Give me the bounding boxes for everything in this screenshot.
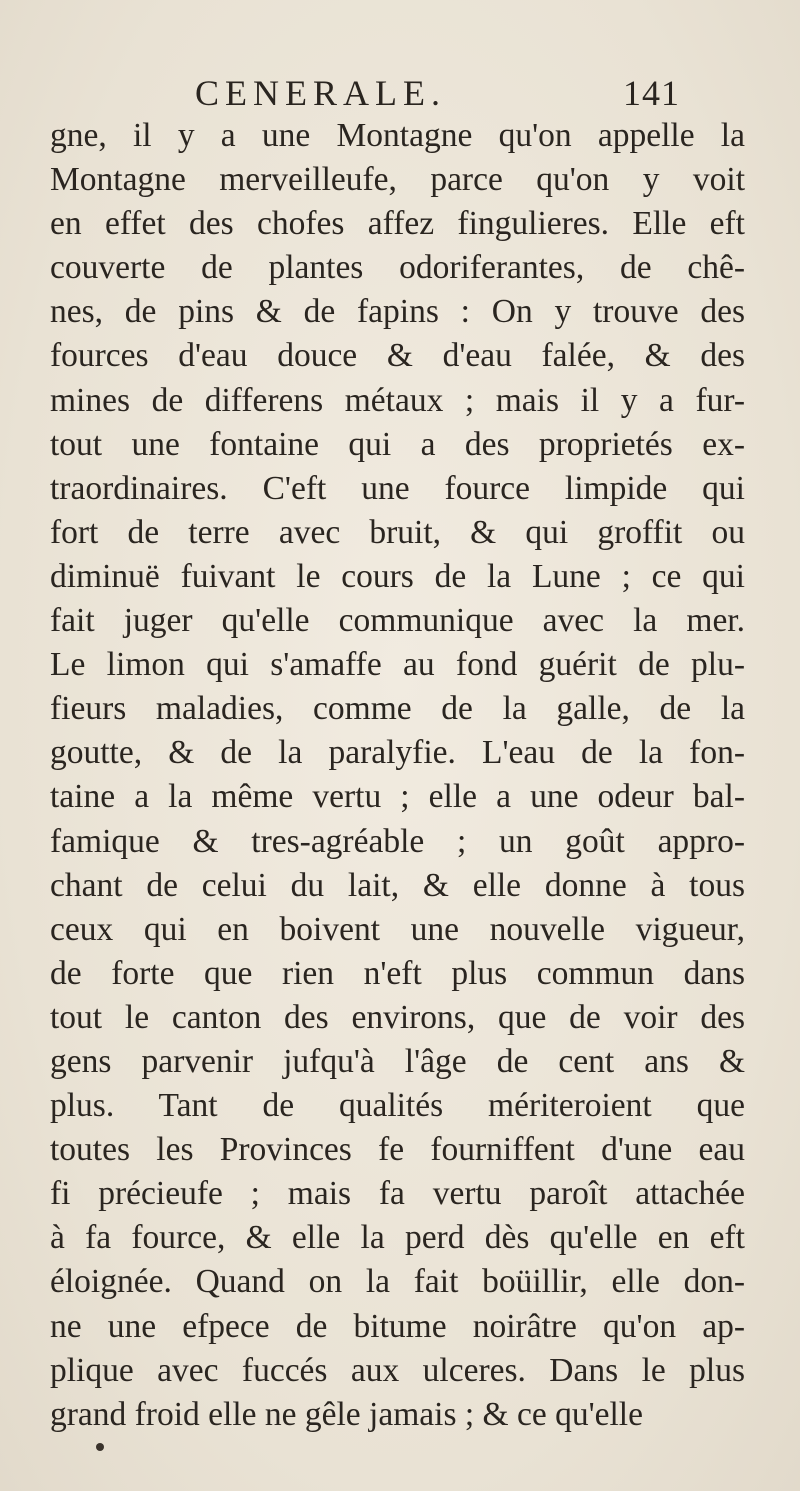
text-line: diminuë fuivant le cours de la Lune ; ce qui — [50, 557, 745, 595]
text-line: fait juger qu'elle communique avec la mer. — [50, 602, 745, 640]
text-line: Le limon qui s'amaffe au fond guérit de plu- — [50, 646, 745, 684]
text-line: tout une fontaine qui a des proprietés ex- — [50, 425, 745, 463]
text-line: traordinaires. C'eft une fource limpide qui — [50, 469, 745, 507]
text-line: plique avec fuccés aux ulceres. Dans le plus — [50, 1351, 745, 1389]
page-number: 141 — [623, 73, 680, 113]
text-line: en effet des chofes affez fingulieres. Elle eft — [50, 205, 745, 243]
text-line: grand froid elle ne gêle jamais ; & ce qu'elle — [50, 1395, 643, 1433]
text-line: de forte que rien n'eft plus commun dans — [50, 954, 745, 992]
body-text — [50, 114, 745, 1437]
text-line: couverte de plantes odoriferantes, de chê- — [50, 249, 745, 287]
text-line: à fa fource, & elle la perd dès qu'elle en eft — [50, 1219, 745, 1257]
text-line: nes, de pins & de fapins : On y trouve des — [50, 293, 745, 331]
text-line: tout le canton des environs, que de voir des — [50, 998, 745, 1036]
page-header — [195, 72, 680, 112]
text-line: ceux qui en boivent une nouvelle vigueur, — [50, 910, 745, 948]
text-line: taine a la même vertu ; elle a une odeur bal- — [50, 778, 745, 816]
text-line: fources d'eau douce & d'eau falée, & des — [50, 337, 745, 375]
running-title: CENERALE. — [195, 73, 446, 113]
text-line: goutte, & de la paralyfie. L'eau de la fon- — [50, 734, 745, 772]
text-line: gne, il y a une Montagne qu'on appelle la — [50, 117, 745, 154]
text-line: Montagne merveilleufe, parce qu'on y voit — [50, 161, 745, 199]
text-line: éloignée. Quand on la fait boüillir, elle don- — [50, 1263, 745, 1301]
text-line: mines de differens métaux ; mais il y a fur- — [50, 381, 745, 419]
text-line: fieurs maladies, comme de la galle, de la — [50, 690, 745, 728]
text-line: fort de terre avec bruit, & qui groffit ou — [50, 513, 745, 551]
text-line: fi précieufe ; mais fa vertu paroît attachée — [50, 1175, 745, 1213]
text-line: plus. Tant de qualités mériteroient que — [50, 1087, 745, 1125]
text-line: toutes les Provinces fe fourniffent d'une eau — [50, 1131, 745, 1169]
text-line: ne une efpece de bitume noirâtre qu'on ap- — [50, 1307, 745, 1345]
text-line: chant de celui du lait, & elle donne à tous — [50, 866, 745, 904]
text-line: famique & tres-agréable ; un goût appro- — [50, 822, 745, 860]
ink-dot — [96, 1443, 104, 1451]
text-line: gens parvenir jufqu'à l'âge de cent ans & — [50, 1042, 745, 1080]
